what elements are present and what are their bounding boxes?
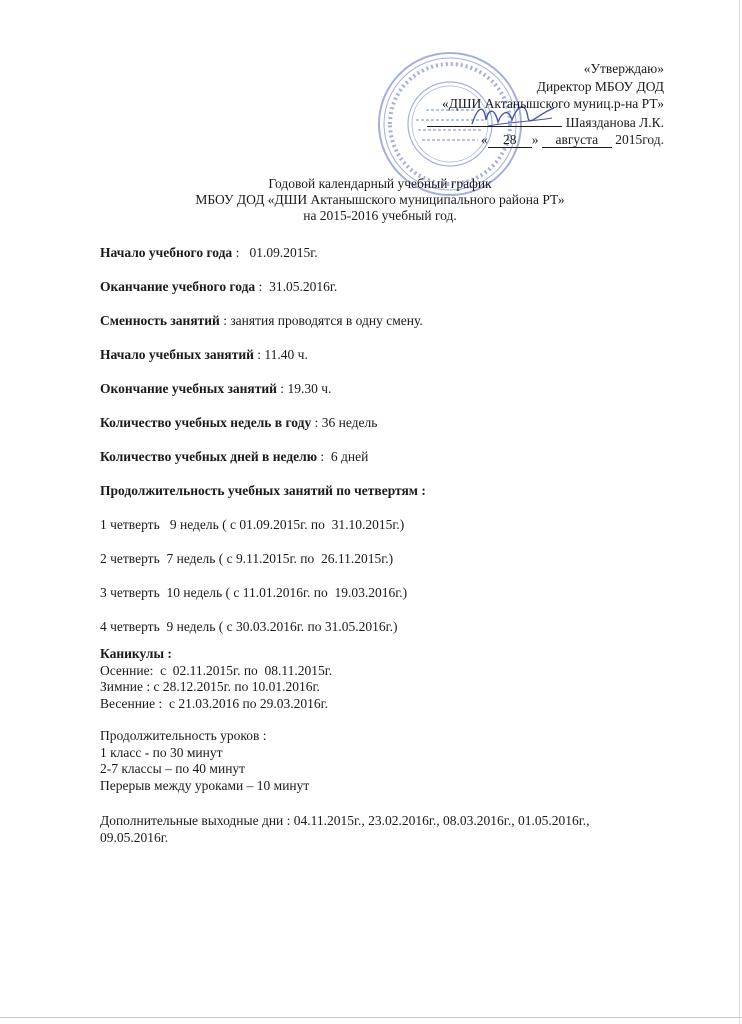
lessons-grades-2-7: 2-7 классы – по 40 минут: [100, 761, 246, 776]
signature-underline: [427, 113, 562, 127]
date-month: августа: [542, 133, 612, 148]
holidays-heading: Каникулы :: [100, 646, 172, 661]
field-sep: :: [255, 279, 270, 294]
document-title: [120, 176, 640, 224]
approval-signatory: Шаязданова Л.К.: [565, 114, 664, 130]
field-sep: :: [219, 313, 231, 328]
field-value: 19.30 ч.: [287, 381, 332, 396]
field-days-per-week: [100, 448, 368, 465]
quarter-3: 3 четверть 10 недель ( с 11.01.2016г. по 19.03.2016г.): [100, 585, 408, 600]
field-sep: :: [232, 245, 250, 260]
title-line-2: МБОУ ДОД «ДШИ Актанышского муниципального района РТ»: [195, 192, 565, 207]
field-value: занятия проводятся в одну смену.: [230, 313, 423, 328]
field-value: 31.05.2016г.: [269, 279, 338, 294]
scan-edge-bottom: [0, 1017, 742, 1018]
field-quarters-heading: [100, 482, 426, 499]
holidays-block: [100, 646, 332, 712]
approval-signature-line: [334, 113, 664, 132]
approval-organization: «ДШИ Актанышского муниц.р-на РТ»: [441, 96, 664, 111]
approval-position: Директор МБОУ ДОД: [536, 78, 664, 94]
scan-edge-right: [739, 0, 740, 1024]
quarter-1: 1 четверть 9 недель ( с 01.09.2015г. по 31.10.2015г.): [100, 517, 405, 532]
field-end-year: [100, 278, 337, 295]
holiday-winter: Зимние : с 28.12.2015г. по 10.01.2016г.: [100, 679, 320, 694]
field-sep: :: [311, 415, 322, 430]
date-year: 2015год.: [615, 132, 664, 147]
approval-heading: «Утверждаю»: [583, 61, 664, 76]
title-line-1: Годовой календарный учебный график: [268, 176, 492, 191]
holiday-spring: Весенние : с 21.03.2016 по 29.03.2016г.: [100, 695, 329, 711]
field-sep: :: [253, 347, 265, 362]
lessons-heading: Продолжительность уроков :: [100, 728, 267, 743]
field-value: 36 недель: [321, 415, 378, 430]
field-label: Продолжительность учебных занятий по четвертям :: [100, 483, 426, 498]
field-sep: :: [317, 449, 331, 464]
lessons-break: Перерыв между уроками – 10 минут: [100, 777, 310, 793]
field-sep: :: [276, 381, 288, 396]
field-value: 11.40 ч.: [264, 347, 308, 362]
field-value: 01.09.2015г.: [249, 245, 318, 260]
date-day: 28: [488, 133, 532, 148]
field-label: Начало учебного года: [100, 245, 233, 260]
field-label: Окончание учебных занятий: [100, 381, 277, 396]
field-label: Количество учебных недель в году: [100, 415, 312, 430]
extra-days-off: Дополнительные выходные дни : 04.11.2015г., 23.02.2016г., 08.03.2016г., 01.05.2016г., 09.05.2016г.: [100, 813, 590, 845]
field-label: Начало учебных занятий: [100, 347, 254, 362]
title-line-3: на 2015-2016 учебный год.: [303, 208, 457, 223]
quarter-4: 4 четверть 9 недель ( с 30.03.2016г. по 31.05.2016г.): [100, 619, 398, 634]
field-label: Оканчание учебного года: [100, 279, 256, 294]
field-weeks-per-year: [100, 414, 377, 431]
field-label: Количество учебных дней в неделю: [100, 449, 318, 464]
field-shifts: [100, 312, 423, 329]
field-classes-start: [100, 346, 308, 363]
lessons-block: [100, 728, 309, 794]
field-start-year: [100, 244, 318, 261]
date-open-quote: «: [480, 132, 488, 147]
approval-date: [334, 131, 664, 149]
date-close-quote: »: [531, 132, 539, 147]
quarter-2: 2 четверть 7 недель ( с 9.11.2015г. по 26.11.2015г.): [100, 551, 394, 566]
field-label: Сменность занятий: [100, 313, 220, 328]
holiday-autumn: Осенние: с 02.11.2015г. по 08.11.2015г.: [100, 662, 333, 678]
field-classes-end: [100, 380, 331, 397]
approval-block: [334, 60, 664, 149]
field-value: 6 дней: [330, 449, 369, 464]
lessons-grade-1: 1 класс - по 30 минут: [100, 744, 223, 760]
